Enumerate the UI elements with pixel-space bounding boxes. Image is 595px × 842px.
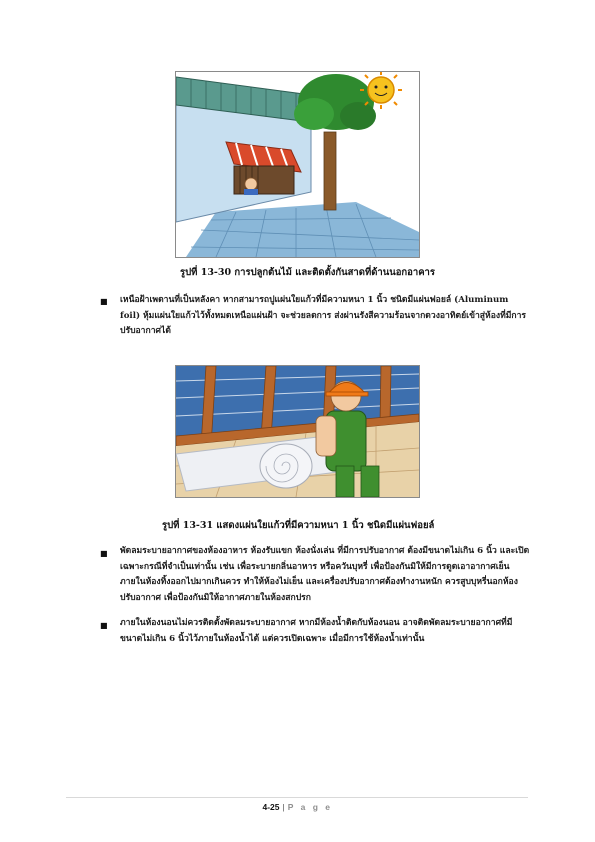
bullet-paragraph: พัดลมระบายอากาศของห้องอาหาร ห้องรับแขก ห้องนั่งเล่น ที่มีการปรับอากาศ ต้องมีขนาดไม่เกิน 6 นิ้ว และเปิดเฉพาะกรณีที่จำเป็นเท่านั้น เช่น เพื่อระบายกลิ่นอาหาร หรือควันบุหรี่ เพื่อป้องกันมิให้มีการดูดเอาอากาศเย็นภายในห้องทิ้งออกไปมากเกินควร ทำให้ห้องไม่เย็น และเครื่องปรับอากาศต้องทำงานหนัก ควรสูบบุหรี่นอกห้องปรับอากาศ เพื่อป้องกันมิให้อากาศภายในห้องสกปรก	[120, 546, 530, 603]
figure-caption: รูปที่ 13-30 การปลูกต้นไม้ และติดตั้งกันสาดที่ด้านนอกอาคาร	[180, 267, 435, 278]
footer-separator: |	[282, 802, 285, 812]
footer-divider	[66, 797, 528, 798]
bullet-paragraph: เหนือฝ้าเพดานที่เป็นหลังคา หากสามารถปูแผ่นใยแก้วที่มีความหนา 1 นิ้ว ชนิดมีแผ่นฟอยล์ (Aluminum foil) หุ้มแผ่นใยแก้วไว้ทั้งหมดเหนือแผ่นฝ้า จะช่วยลดการ ส่งผ่านรังสีความร้อนจากดวงอาทิตย์เข้าสู่ห้องที่มีการปรับอากาศได้	[120, 295, 527, 337]
figure-house-illustration	[175, 71, 420, 258]
house-tree-sun-illustration	[176, 72, 419, 257]
page-footer	[0, 802, 595, 812]
bullet-paragraph: ภายในห้องนอนไม่ควรติดตั้งพัดลมระบายอากาศ หากมีห้องน้ำติดกับห้องนอน อาจติดพัดลมระบายอากาศที่มีขนาดไม่เกิน 6 นิ้วไว้ภายในห้องน้ำได้ แต่ควรเปิดเฉพาะ เมื่อมีการใช้ห้องน้ำเท่านั้น	[120, 618, 513, 644]
bullet-marker: ■	[100, 297, 108, 306]
page-number: 4-25	[262, 802, 280, 812]
page-word: P a g e	[287, 802, 333, 812]
bullet-marker: ■	[100, 621, 108, 630]
bullet-marker: ■	[100, 549, 108, 558]
worker-insulation-illustration	[176, 366, 419, 497]
figure-insulation-illustration	[175, 365, 420, 498]
figure-caption: รูปที่ 13-31 แสดงแผ่นใยแก้วที่มีความหนา 1 นิ้ว ชนิดมีแผ่นฟอยล์	[162, 520, 435, 531]
